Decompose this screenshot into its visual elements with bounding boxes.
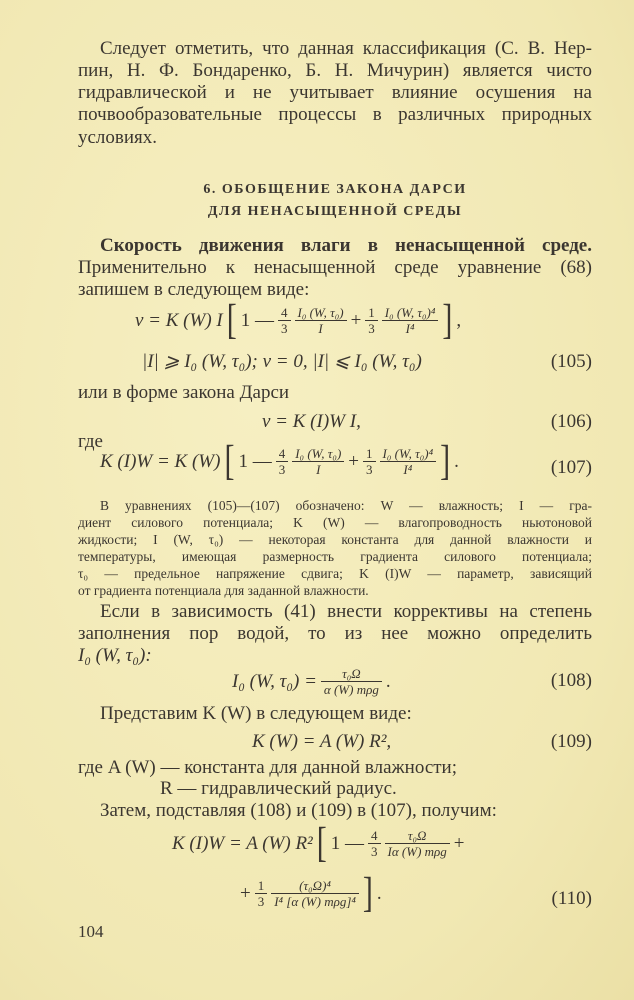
equation-109: K (W) = A (W) R²,: [252, 731, 392, 752]
fraction: [271, 878, 359, 909]
equation-110-line2: [240, 869, 382, 916]
equation-105-line2: |I| ⩾ I₀ (W, τ₀); v = 0, |I| ⩽ I₀ (W, τ₀): [142, 351, 422, 372]
fraction: [292, 446, 344, 477]
eq-term: 1 —: [240, 309, 274, 331]
eq-operator: +: [350, 309, 362, 331]
bracket: [: [226, 296, 237, 343]
paragraph-line: где A (W) — константа для данной влажности;: [78, 757, 458, 778]
denominator: 3: [281, 321, 288, 336]
paragraph-line: запишем в следующем виде:: [78, 279, 310, 300]
equation-number: (107): [550, 457, 592, 478]
paragraph-line: Если в зависимость (41) внести коррективы на степень: [100, 601, 592, 622]
equation-number: (106): [550, 411, 592, 432]
bracket: [: [316, 819, 327, 866]
numerator: 4: [276, 446, 289, 462]
section-heading: 6. ОБОБЩЕНИЕ ЗАКОНА ДАРСИ: [203, 182, 467, 197]
equation-106: v = K (I)W I,: [262, 411, 361, 432]
eq-operator: +: [240, 882, 251, 904]
fraction: [363, 446, 376, 477]
numerator: 1: [255, 878, 268, 894]
denominator: I⁴: [405, 321, 415, 336]
paragraph-line: R — гидравлический радиус.: [160, 778, 397, 799]
fraction: [276, 446, 289, 477]
eq-term: 1 —: [238, 450, 272, 472]
eq-punct: .: [385, 670, 391, 692]
equation-number: (110): [551, 888, 592, 909]
paragraph-line: Следует отметить, что данная классификация (С. В. Нер-: [100, 38, 592, 59]
equation-number: (105): [550, 351, 592, 372]
denominator: I⁴: [403, 462, 413, 477]
paragraph-line: условиях.: [78, 127, 158, 148]
fraction: [368, 828, 381, 859]
bracket: ]: [442, 296, 453, 343]
note-line: температуры, имеющая размерность градиента силового потенциала;: [78, 549, 592, 564]
bracket: [: [224, 437, 235, 484]
numerator: 1: [365, 305, 378, 321]
equation-number: (108): [550, 670, 592, 691]
fraction: [255, 878, 268, 909]
paragraph-line: Затем, подставляя (108) и (109) в (107), получим:: [100, 800, 497, 821]
fraction: [385, 828, 450, 859]
denominator: Iα (W) mρg: [387, 844, 447, 859]
numerator: I₀ (W, τ₀): [295, 305, 347, 321]
numerator: 4: [368, 828, 381, 844]
note-line: τ₀ — предельное напряжение сдвига; K (I)W — параметр, зависящий: [78, 566, 592, 581]
paragraph-line: гидравлической и не учитывает влияние осушения на: [78, 82, 592, 103]
fraction: [382, 305, 439, 336]
fraction: [295, 305, 347, 336]
note-line: диент силового потенциала; K (W) — влагопроводность ньютоновой: [78, 515, 592, 530]
paragraph-line: пин, Н. Ф. Бондаренко, Б. Н. Мичурин) является чисто: [78, 60, 592, 81]
paragraph-line: или в форме закона Дарси: [78, 382, 290, 403]
equation-105-line1: [135, 296, 462, 343]
numerator: τ₀Ω: [385, 828, 450, 844]
fraction: [278, 305, 291, 336]
paragraph-line: Применительно к ненасыщенной среде уравнение (68): [78, 257, 592, 278]
eq-operator: +: [453, 832, 465, 854]
paragraph-line: почвообразовательные процессы в различных природных: [78, 104, 592, 125]
bracket: ]: [440, 437, 451, 484]
eq-punct: .: [376, 882, 382, 904]
eq-lhs: K (I)W = A (W) R²: [172, 832, 313, 854]
numerator: I₀ (W, τ₀): [292, 446, 344, 462]
subsection-title: Скорость движения влаги в ненасыщенной среде.: [100, 235, 592, 256]
paragraph-line: где: [78, 431, 103, 452]
denominator: I: [316, 462, 321, 477]
numerator: τ₀Ω: [321, 666, 382, 682]
eq-punct: ,: [456, 309, 462, 331]
denominator: 3: [368, 321, 375, 336]
equation-number: (109): [550, 731, 592, 752]
fraction: [321, 666, 382, 697]
numerator: I₀ (W, τ₀)⁴: [382, 305, 439, 321]
equation-107: [100, 437, 459, 484]
denominator: 3: [257, 894, 265, 909]
denominator: 3: [371, 844, 378, 859]
eq-term: 1 —: [330, 832, 365, 854]
note-line: В уравнениях (105)—(107) обозначено: W — влажность; I — гра-: [100, 498, 592, 513]
equation-108: [232, 666, 391, 697]
section-heading: ДЛЯ НЕНАСЫЩЕННОЙ СРЕДЫ: [207, 204, 463, 219]
equation-110-line1: [172, 819, 465, 866]
eq-operator: +: [348, 450, 360, 472]
eq-lhs: K (I)W = K (W): [100, 450, 221, 472]
eq-punct: .: [454, 450, 459, 472]
paragraph-line: I₀ (W, τ₀):: [78, 645, 152, 666]
denominator: I⁴ [α (W) mρg]⁴: [274, 894, 356, 909]
numerator: (τ₀Ω)⁴: [271, 878, 359, 894]
note-line: от градиента потенциала для заданной влажности.: [78, 583, 369, 598]
fraction: [365, 305, 378, 336]
numerator: 1: [363, 446, 376, 462]
note-line: жидкости; I (W, τ₀) — некоторая константа для данной влажности и: [78, 532, 592, 547]
numerator: 4: [278, 305, 291, 321]
denominator: α (W) mρg: [323, 682, 379, 697]
page-number: 104: [78, 922, 104, 941]
paragraph-line: заполнения пор водой, то из нее можно определить: [78, 623, 592, 644]
denominator: 3: [278, 462, 286, 477]
paragraph-line: Представим K (W) в следующем виде:: [100, 703, 412, 724]
bracket: ]: [362, 869, 373, 916]
numerator: I₀ (W, τ₀)⁴: [380, 446, 437, 462]
eq-lhs: I₀ (W, τ₀) =: [232, 670, 317, 692]
eq-lhs: v = K (W) I: [135, 309, 223, 331]
denominator: 3: [366, 462, 373, 477]
fraction: [380, 446, 437, 477]
denominator: I: [318, 321, 323, 336]
